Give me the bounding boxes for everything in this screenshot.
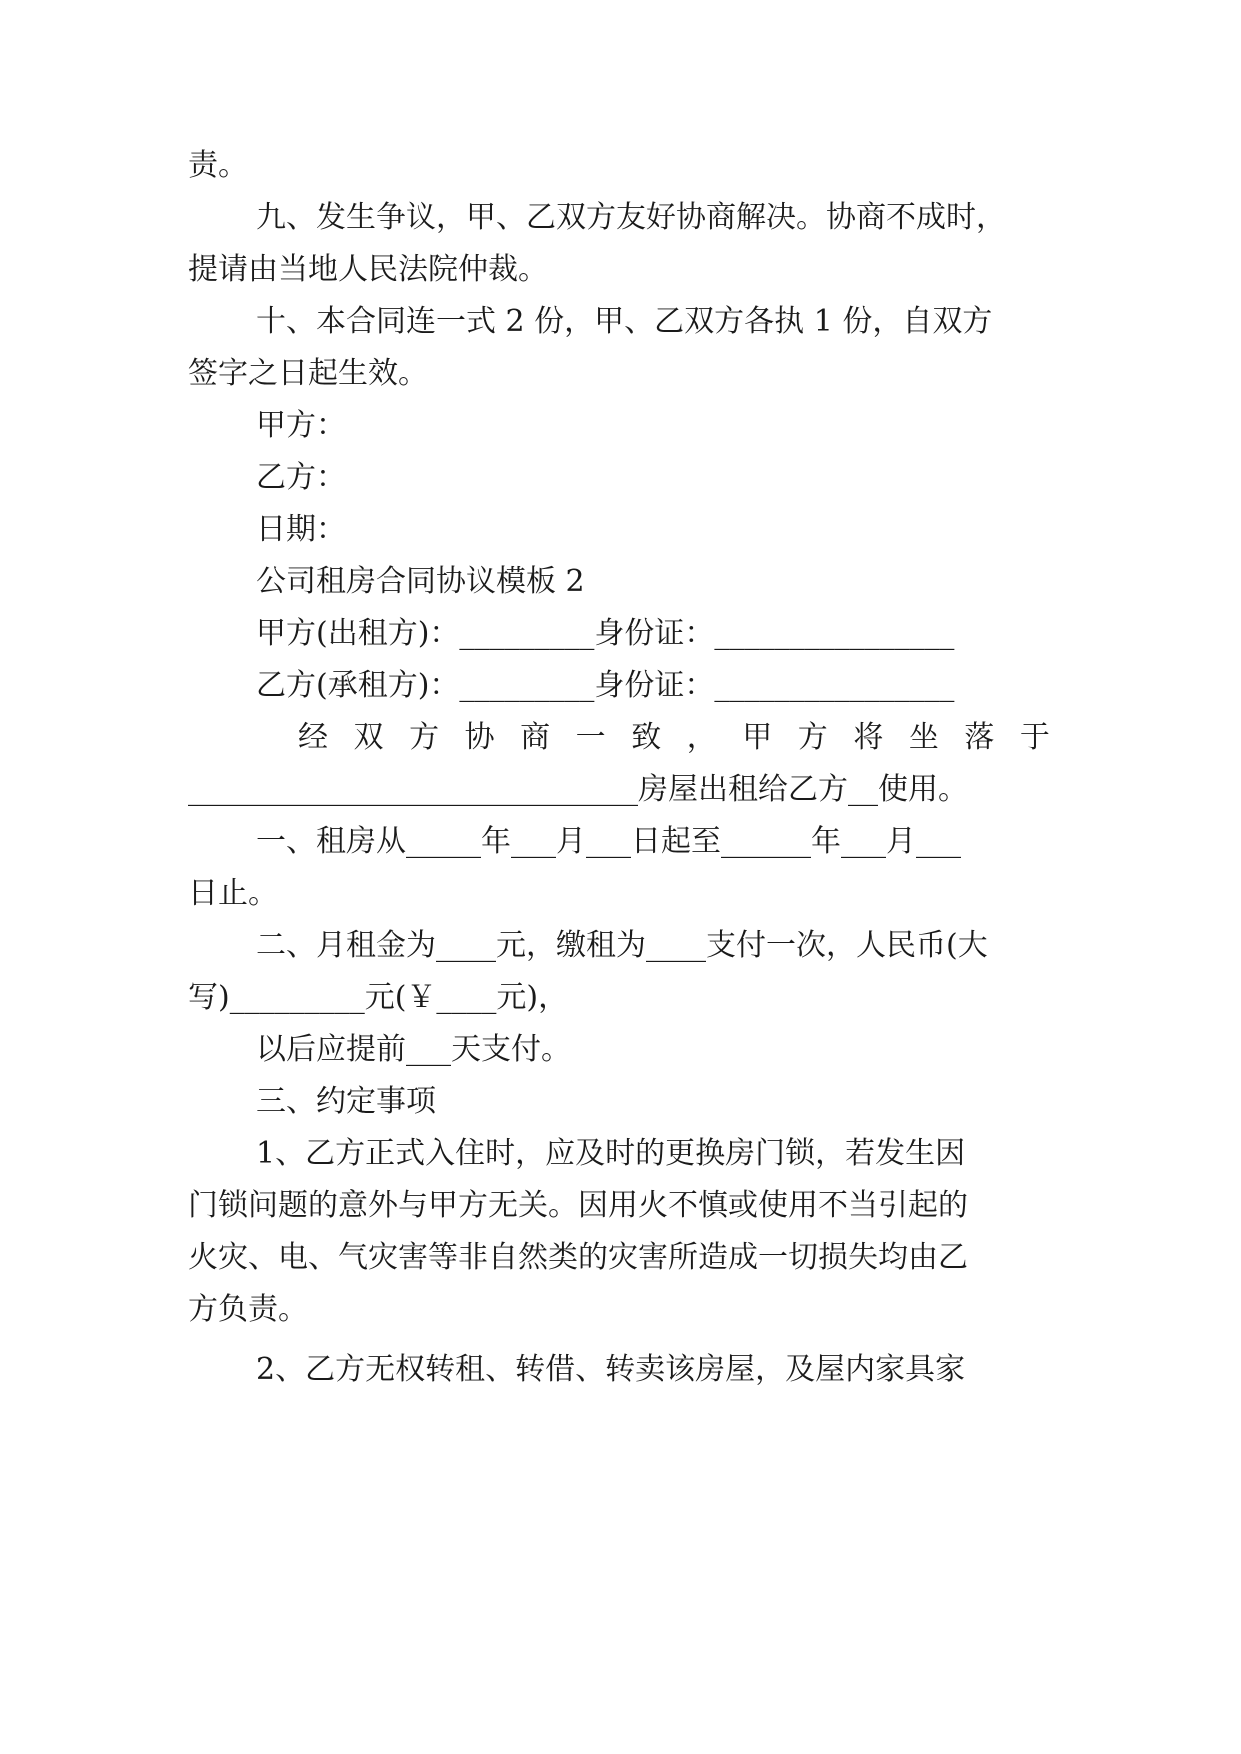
item-2-line-1: 2、乙方无权转租、转借、转卖该房屋，及屋内家具家 <box>256 1352 966 1387</box>
spread-char: 将 <box>853 720 884 755</box>
agreement-intro-line <box>298 710 1050 766</box>
date-line: 日期： <box>256 512 346 547</box>
spread-char: 方 <box>409 720 440 755</box>
clause-3-heading: 三、约定事项 <box>256 1084 436 1119</box>
clause-9-line-2: 提请由当地人民法院仲裁。 <box>188 252 548 287</box>
item-1-line-2: 门锁问题的意外与甲方无关。因用火不慎或使用不当引起的 <box>188 1188 968 1223</box>
clause-9-line-1: 九、发生争议，甲、乙双方友好协商解决。协商不成时， <box>256 200 1006 235</box>
clause-1-line-2: 日止。 <box>188 876 278 911</box>
spread-char: 双 <box>353 720 384 755</box>
clause-10-line-2: 签字之日起生效。 <box>188 356 428 391</box>
spread-char: 于 <box>1019 720 1050 755</box>
clause-1-line-1: 一、租房从_____年___月___日起至______年___月___ <box>256 824 961 859</box>
party-a-signature-line: 甲方： <box>256 408 346 443</box>
property-address-line: ______________________________房屋出租给乙方__使用。 <box>188 772 968 807</box>
spread-char: 致 <box>631 720 662 755</box>
item-1-line-1: 1、乙方正式入住时，应及时的更换房门锁，若发生因 <box>256 1136 966 1171</box>
spread-char: 坐 <box>908 720 939 755</box>
spread-char: 协 <box>464 720 495 755</box>
text-line: 责。 <box>188 148 248 183</box>
clause-2-line-2: 写)_________元(￥____元)， <box>188 980 569 1015</box>
spread-char: 商 <box>520 720 551 755</box>
spread-char: 甲 <box>742 720 773 755</box>
lessor-line: 甲方(出租方)：_________身份证：________________ <box>256 616 955 651</box>
item-1-line-3: 火灾、电、气灾害等非自然类的灾害所造成一切损失均由乙 <box>188 1240 968 1275</box>
section-title: 公司租房合同协议模板 2 <box>256 564 585 599</box>
clause-10-line-1: 十、本合同连一式 2 份，甲、乙双方各执 1 份，自双方 <box>256 304 993 339</box>
spread-char: 一 <box>575 720 606 755</box>
spread-char: 方 <box>797 720 828 755</box>
lessee-line: 乙方(承租方)：_________身份证：________________ <box>256 668 955 703</box>
clause-2-line-3: 以后应提前___天支付。 <box>256 1032 571 1067</box>
clause-2-line-1: 二、月租金为____元，缴租为____支付一次，人民币(大 <box>256 928 988 963</box>
party-b-signature-line: 乙方： <box>256 460 346 495</box>
spread-char: 落 <box>964 720 995 755</box>
spread-char: 经 <box>298 720 328 755</box>
spread-char: ， <box>686 720 717 755</box>
item-1-line-4: 方负责。 <box>188 1292 308 1327</box>
